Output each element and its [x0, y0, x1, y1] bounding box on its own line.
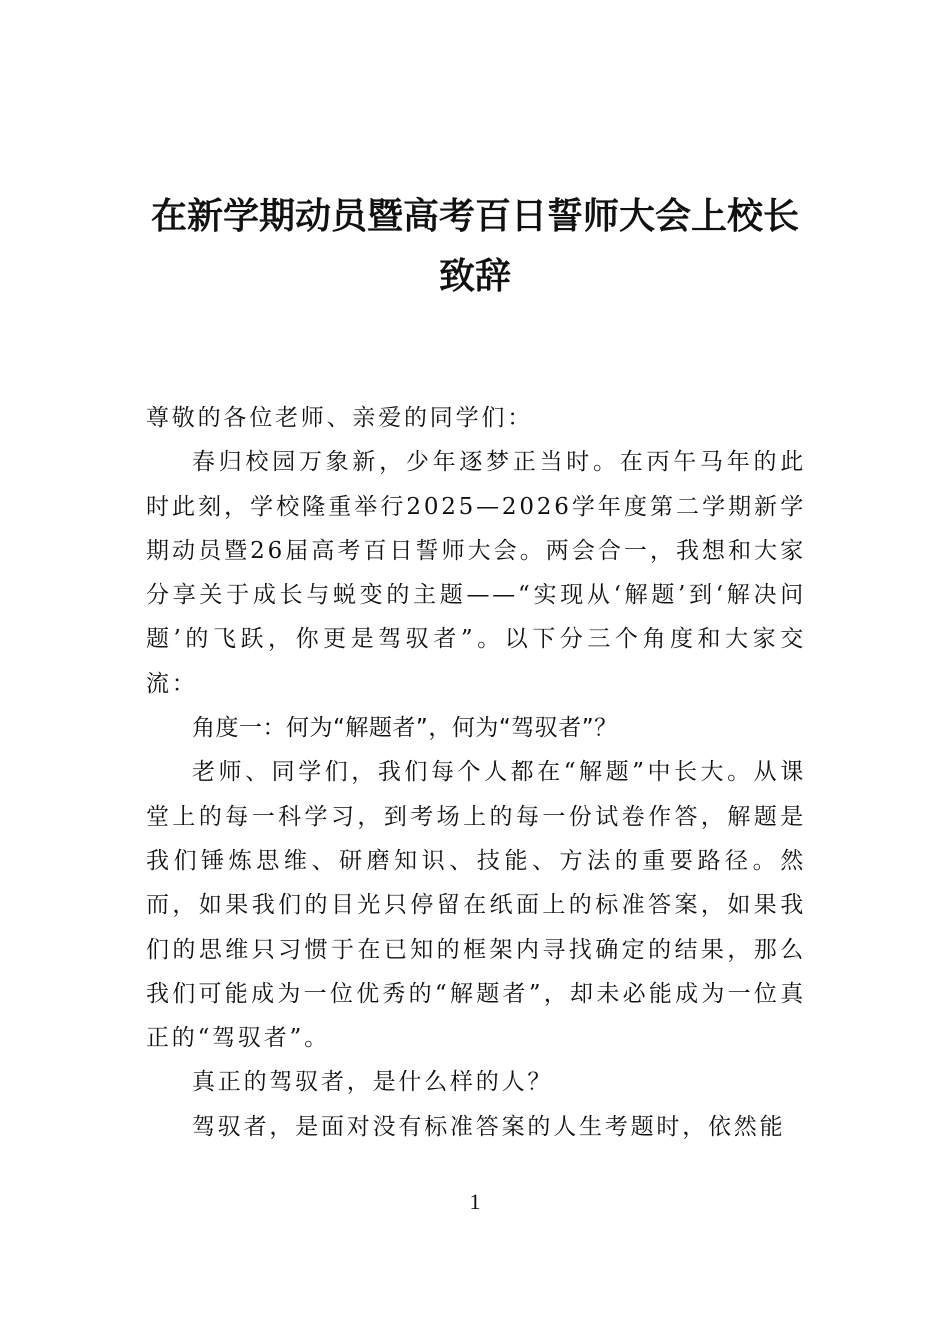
paragraph-driver: 驾驭者，是面对没有标准答案的人生考题时，依然能 — [192, 1113, 786, 1140]
paragraph-solver: 老师、同学们，我们每个人都在“解题”中长大。从课堂上的每一科学习，到考场上的每一份试卷作答，解题是我们锤炼思维、研磨知识、技能、方法的重要路径。然而，如果我们的目光只停留在纸面上的标准答案，如果我们的思维只习惯于在已知的框架内寻找确定的结果，那么我们可能成为一位优秀的“解题者”，却未必能成为一位真正的“驾驭者”。 — [146, 759, 806, 1052]
paragraph-intro: 春归校园万象新，少年逐梦正当时。在丙午马年的此时此刻，学校隆重举行2025—2026学年度第二学期新学期动员暨26届高考百日誓师大会。两会合一，我想和大家分享关于成长与蜕变的主题——“实现从‘解题’到‘解决问题’的飞跃，你更是驾驭者”。以下分三个角度和大家交流： — [146, 449, 806, 697]
salutation: 尊敬的各位老师、亲爱的同学们： — [146, 405, 533, 431]
paragraph-question: 真正的驾驭者，是什么样的人？ — [192, 1069, 554, 1096]
page-number: 1 — [469, 1189, 481, 1214]
title-line-1: 在新学期动员暨高考百日誓师大会上校长 — [150, 195, 799, 237]
section-heading-angle-one: 角度一：何为“解题者”，何为“驾驭者”？ — [192, 715, 618, 742]
document-title — [100, 186, 850, 306]
document-body — [146, 396, 806, 1149]
title-line-2: 致辞 — [438, 255, 511, 297]
